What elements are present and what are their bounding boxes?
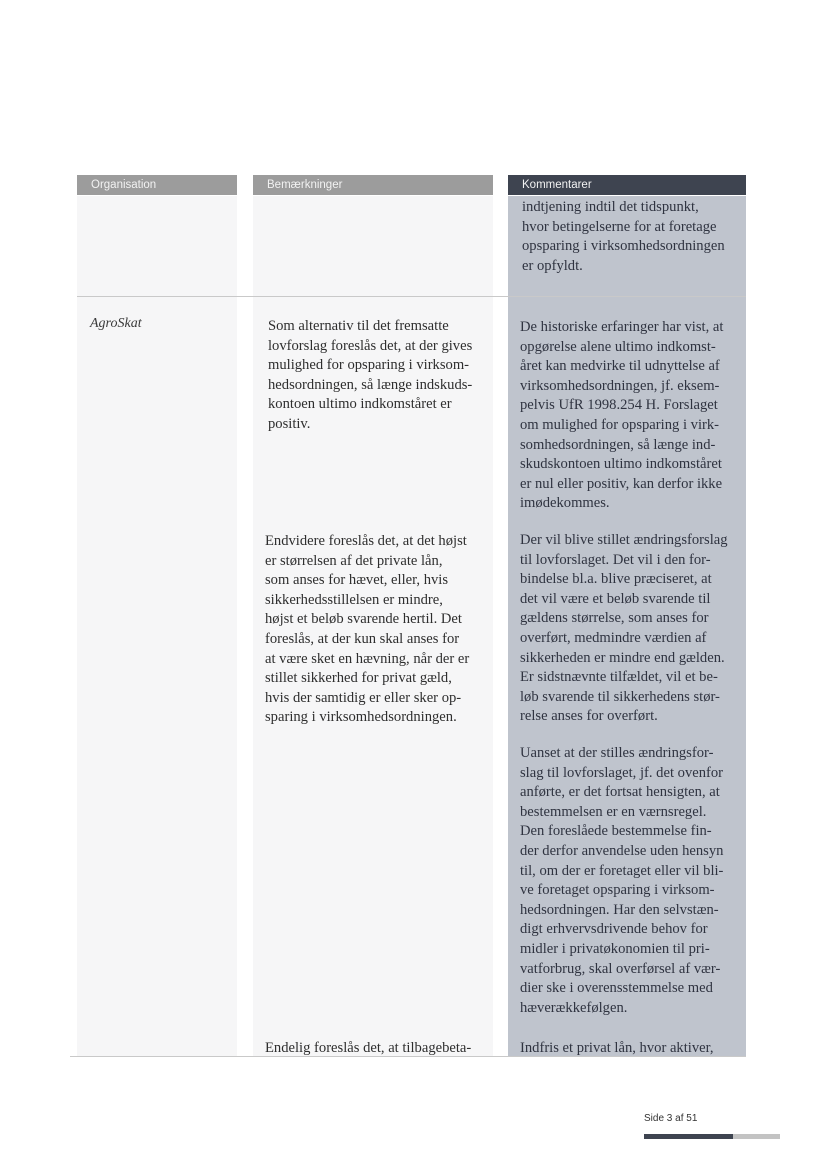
comment-2: Der vil blive stillet ændringsforslag til lovforslaget. Det vil i den for- bindelse bl.a. blive præciseret, at det vil være et beløb svarende til gældens størrelse, som anses for overført, medmindre værdien af sikkerheden er mindre end gælden. Er sidstnævnte tilfældet, vil et be- løb svarende til sikkerhedens stør- relse anses for overført. [520,532,728,725]
footer-bar-dark [644,1134,733,1139]
footer-bar-light [733,1134,780,1139]
comment-1: De historiske erfaringer har vist, at opgørelse alene ultimo indkomst- året kan medvirke til udnyttelse af virksomhedsordningen, jf. eksem- pelvis UfR 1998.254 H. Forslaget om mulighed for opsparing i virk- somhedsordningen, så længe ind- skudskontoen ultimo indkomståret er nul eller positiv, kan derfor ikke imødekommes. [520,319,724,512]
remark-1: Som alternativ til det fremsatte lovforslag foreslås det, at der gives mulighed for opsparing i virksom- hedsordningen, så længe indskuds- kontoen ultimo indkomståret er positiv. [268,318,473,432]
remark-3: Endelig foreslås det, at tilbagebeta- [265,1040,472,1056]
page-number: Side 3 af 51 [644,1113,698,1124]
header-organisation: Organisation [77,175,237,195]
remark-2: Endvidere foreslås det, at det højst er størrelsen af det private lån, som anses for hævet, eller, hvis sikkerhedsstillelsen er mindre, højst et beløb svarende hertil. Det foreslås, at der kun skal anses for at være sket en hævning, når der er stillet sikkerhed for privat gæld, hvis der samtidig er eller sker op- sparing i virksomhedsordningen. [265,533,470,726]
header-kommentarer: Kommentarer [508,175,746,195]
continuation-comment: indtjening indtil det tidspunkt, hvor betingelserne for at foretage opsparing i virksomhedsordningen er opfyldt. [522,199,725,274]
table-bottom-rule [70,1056,746,1057]
row-divider [77,296,746,297]
organisation-name: AgroSkat [90,316,142,331]
comment-3: Uanset at der stilles ændringsfor- slag til lovforslaget, jf. det ovenfor anførte, er det fortsat hensigten, at bestemmelsen er en værnsregel. Den foreslåede bestemmelse fin- der derfor anvendelse uden hensyn til, om der er foretaget eller vil bli- ve foretaget opsparing i virksom- hedsordningen. Har den selvstæn- digt erhvervsdrivende behov for midler i privatøkonomien til pri- vatforbrug, skal overførsel af vær- dier ske i overensstemmelse med hæverækkefølgen. [520,745,724,1016]
comment-4: Indfris et privat lån, hvor aktiver, [520,1040,714,1056]
header-bemaerkninger: Bemærkninger [253,175,493,195]
